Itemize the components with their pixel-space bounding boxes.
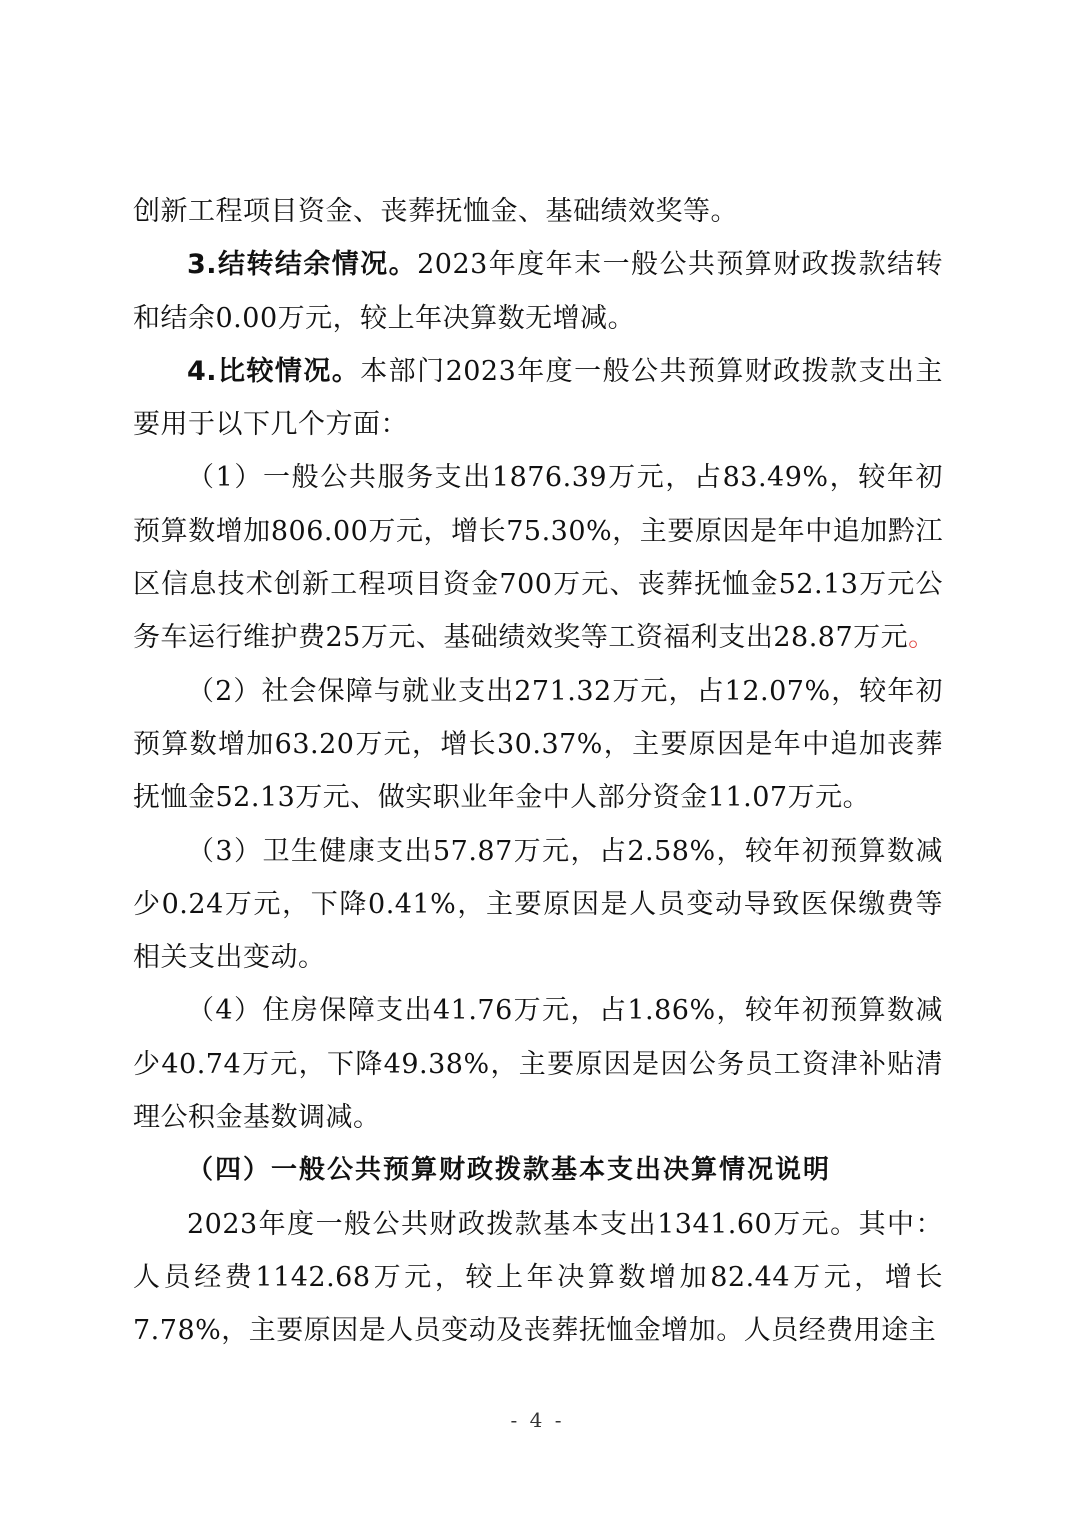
- comparison-text: 本部门2023年度一般公共预算财政拨款支出主要用于以下几个方面：: [133, 355, 943, 441]
- basic-expense-text: 2023年度一般公共财政拨款基本支出1341.60万元。其中：人员经费1142.68万元，较上年决算数增加82.44万元，增长7.78%，主要原因是人员变动及丧葬抚恤金增加。人员经费用途主: [133, 1208, 943, 1347]
- item1-end-mark: 。: [908, 622, 936, 654]
- item-health: [133, 825, 943, 985]
- carryover-text: 2023年度年末一般公共预算财政拨款结转和结余0.00万元，较上年决算数无增减。: [133, 249, 943, 334]
- item4-text: （4）住房保障支出41.76万元，占1.86%，较年初预算数减少40.74万元，下降49.38%，主要原因是因公务员工资津补贴清理公积金基数调减。: [133, 995, 943, 1134]
- item-social-security: [133, 665, 943, 825]
- section-heading-text: （四）一般公共预算财政拨款基本支出决算情况说明: [187, 1155, 832, 1186]
- carryover-heading: 3.结转结余情况。: [187, 249, 418, 281]
- item-housing: [133, 984, 943, 1144]
- basic-expense-paragraph: [133, 1198, 943, 1358]
- section-heading-basic-expense: [133, 1144, 943, 1197]
- continuation-text: 创新工程项目资金、丧葬抚恤金、基础绩效奖等。: [133, 196, 738, 227]
- document-body: [133, 185, 943, 1358]
- page-number: - 4 -: [510, 1408, 565, 1432]
- comparison-section: [133, 345, 943, 452]
- continuation-paragraph: [133, 185, 943, 238]
- item2-text: （2）社会保障与就业支出271.32万元，占12.07%，较年初预算数增加63.20万元，增长30.37%，主要原因是年中追加丧葬抚恤金52.13万元、做实职业年金中人部分资金11.07万元。: [133, 675, 943, 814]
- carryover-section: [133, 238, 943, 345]
- item3-text: （3）卫生健康支出57.87万元，占2.58%，较年初预算数减少0.24万元，下降0.41%，主要原因是人员变动导致医保缴费等相关支出变动。: [133, 835, 943, 974]
- item-general-public-services: [133, 451, 943, 664]
- item1-text: （1）一般公共服务支出1876.39万元，占83.49%，较年初预算数增加806.00万元，增长75.30%，主要原因是年中追加黔江区信息技术创新工程项目资金700万元、丧葬抚恤金52.13万元公务车运行维护费25万元、基础绩效奖等工资福利支出28.87万元: [133, 462, 943, 654]
- comparison-heading: 4.比较情况。: [187, 355, 361, 387]
